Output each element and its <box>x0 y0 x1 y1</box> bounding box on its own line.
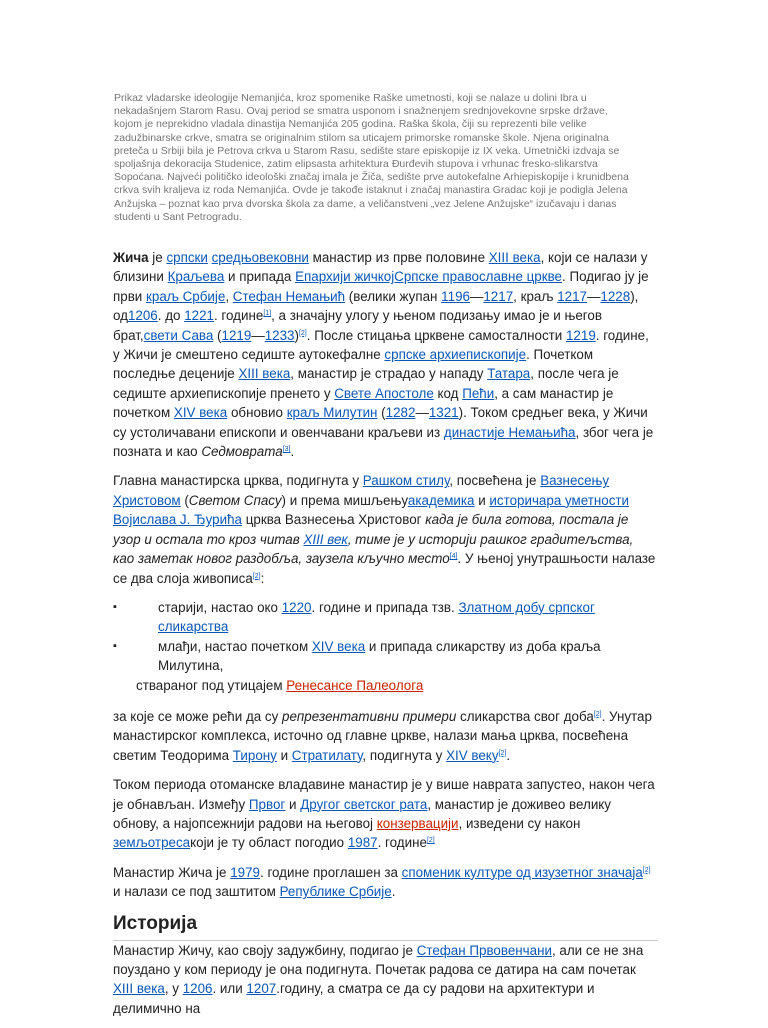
link-1987[interactable]: 1987 <box>347 835 378 851</box>
text: и <box>276 747 292 763</box>
text: , у <box>164 981 183 997</box>
link-1217[interactable]: 1217 <box>557 288 588 304</box>
link-1282[interactable]: 1282 <box>385 405 416 421</box>
text: Главна манастирска црква, подигнута у <box>113 473 363 489</box>
text: ). Током средњег века, у Жичи су устоличавани епископи и овенчавани краљеви из <box>113 405 648 440</box>
link-1233[interactable]: 1233 <box>264 327 295 343</box>
article-body <box>113 248 658 1028</box>
reference-link[interactable]: [2] <box>498 749 507 757</box>
text: . У њеној унутрашњости налазе се два слоја живописа <box>113 551 656 586</box>
text: сликарства свог доба <box>456 708 594 724</box>
text: , тиме је у историји рашког градитељства, као заметак новог раздобља, заузела кључно место <box>113 531 634 567</box>
link-1196[interactable]: 1196 <box>441 288 470 304</box>
link-renesansa-paleologa[interactable]: Ренесансе Палеолога <box>286 677 424 693</box>
link-xiii-veka[interactable]: XIII века <box>488 250 541 265</box>
link-1219[interactable]: 1219 <box>565 327 596 343</box>
link-1206[interactable]: 1206 <box>127 308 158 324</box>
text: . године проглашен за <box>260 864 402 880</box>
section-heading-history: Историја <box>113 912 658 941</box>
text: , а сам манастир је почетком <box>113 385 614 421</box>
text: за које се може рећи да су <box>113 708 283 724</box>
link-kralj-srbije[interactable]: краљ Србије <box>146 288 226 304</box>
text: . године <box>213 308 264 324</box>
text: , изведени су након <box>458 815 581 831</box>
text: , манастир је доживео велику обнову, а најопсежнији радови на његовој <box>113 796 612 831</box>
link-tiron[interactable]: Тирону <box>232 747 277 763</box>
text: . или <box>212 981 247 997</box>
text: , после чега је седиште архиепископије пренето у <box>113 366 619 401</box>
link-republika-srbija[interactable]: Републике Србије <box>279 884 392 900</box>
link-stefan-prvovencani[interactable]: Стефан Првовенчани <box>416 942 552 958</box>
paragraph-examples <box>113 707 658 765</box>
link-eparhija[interactable]: Епархији жичкојСрпске православне цркве <box>295 269 562 285</box>
link-1206[interactable]: 1206 <box>182 981 213 997</box>
text: — <box>587 288 601 304</box>
text: је <box>148 250 167 265</box>
text: ( <box>213 327 222 343</box>
text: , манастир је страдао у нападу <box>290 366 488 382</box>
text: — <box>469 288 484 304</box>
text: и <box>474 492 490 508</box>
text: , подигнута у <box>362 747 447 763</box>
link-arhiepiskopija[interactable]: српске архиепископије <box>384 347 527 363</box>
text: . <box>506 747 511 763</box>
text: и налази се под заштитом <box>113 884 280 900</box>
text: . Почетком последње деценије <box>113 347 594 382</box>
link-tatara[interactable]: Татара <box>487 366 531 382</box>
link-1221[interactable]: 1221 <box>184 308 214 324</box>
link-dinastija-nemanjica[interactable]: династије Немањића <box>443 424 576 440</box>
text: . Подигао ју је први <box>113 269 649 304</box>
text: и припада сликарству из доба краља Милутина, <box>158 638 601 674</box>
text: . <box>391 884 396 900</box>
text: Манастир Жича је <box>113 864 231 880</box>
text: и припада <box>224 269 296 285</box>
reference-link[interactable]: [2] <box>426 837 435 845</box>
text: .годину, а сматра се да су радови на архитектури и делимично на <box>113 981 595 1016</box>
reference-link[interactable]: [2] <box>298 329 307 337</box>
italic-term: Седмоврата <box>201 444 283 460</box>
text: . године и припада тзв. <box>311 599 459 615</box>
text: , али се не зна поуздано у ком периоду је она подигнута. Почетак радова се датира на сам почетак <box>113 942 644 977</box>
reference-link[interactable]: [2] <box>252 572 261 580</box>
paragraph-history <box>113 941 658 1019</box>
link-xiv-veka[interactable]: XIV века <box>173 405 228 421</box>
text: . Унутар манастирског комплекса, источно од главне цркве, налази мања црква, посвећена светим Теодорима <box>113 708 652 763</box>
text: обновио <box>227 405 287 421</box>
reference-link[interactable]: [4] <box>449 553 458 561</box>
article-subject: Жича <box>113 250 149 265</box>
text: — <box>415 405 429 421</box>
link-xiii-veka[interactable]: XIII века <box>113 981 165 997</box>
text: . После стицања црквене самосталности <box>306 327 566 343</box>
link-stratilat[interactable]: Стратилату <box>291 747 363 763</box>
link-vaznesenje[interactable]: Вазнесењу Христовом <box>113 473 610 508</box>
text: ), од <box>113 288 639 324</box>
text: , краљ <box>513 288 558 304</box>
link-akademika[interactable]: академика <box>407 492 475 508</box>
link-djuric[interactable]: Војислава Ј. Ђурића <box>113 512 243 528</box>
link-spomenik-kulture[interactable]: споменик културе од изузетног значаја <box>401 864 643 880</box>
link-svete-apostole[interactable]: Свете Апостоле <box>334 385 434 401</box>
link-1217[interactable]: 1217 <box>483 288 514 304</box>
text: ствараног под утицајем <box>136 677 287 693</box>
link-zlatno-doba[interactable]: Златном добу српског сликарства <box>158 599 595 635</box>
link-1219[interactable]: 1219 <box>221 327 252 343</box>
link-peci[interactable]: Пећи <box>462 385 495 401</box>
text: ) и према мишљењу <box>281 492 408 508</box>
link-kraljevo[interactable]: Краљева <box>167 269 225 285</box>
text: , који се налази у близини <box>113 250 648 285</box>
reference-link[interactable]: [1] <box>263 310 272 318</box>
link-1321[interactable]: 1321 <box>428 405 459 421</box>
italic-term: Светом Спасу <box>188 492 282 508</box>
text: који је ту област погодио <box>190 835 348 851</box>
link-istoricara[interactable]: историчара уметности <box>489 492 630 508</box>
link-raski-stil[interactable]: Рашком стилу <box>362 473 450 489</box>
text: и <box>285 796 301 812</box>
link-xiii-vek[interactable]: XIII век <box>303 531 348 547</box>
text: : <box>260 570 265 586</box>
link-xiv-veka[interactable]: XIV века <box>311 638 366 654</box>
fresco-layers-list <box>113 598 658 695</box>
text: , а значајну улогу у њеном подизању имао је и његов брат, <box>113 308 602 343</box>
text: (велики жупан <box>345 288 442 304</box>
reference-link[interactable]: [3] <box>282 446 291 454</box>
text: млађи, настао почетком <box>158 638 312 654</box>
link-zemljotresa[interactable]: земљотреса <box>113 835 191 851</box>
text: , због чега је позната и као <box>113 424 654 460</box>
text: — <box>251 327 265 343</box>
text: Током периода отоманске владавине манастир је у више наврата запустео, након чега је обнављан. Између <box>113 777 655 812</box>
list-item-continuation <box>136 676 658 695</box>
text: ( <box>180 492 189 508</box>
link-xiv-veku[interactable]: XIV веку <box>446 747 499 763</box>
text: старији, настао око <box>158 599 282 615</box>
link-kralj-milutin[interactable]: краљ Милутин <box>286 405 378 421</box>
link-xiii-veka[interactable]: XIII века <box>238 366 291 382</box>
link-stefan-nemanjic[interactable]: Стефан Немањић <box>232 288 346 304</box>
link-sveti-sava[interactable]: свети Сава <box>143 327 214 343</box>
link-1228[interactable]: 1228 <box>600 288 631 304</box>
link-prvog[interactable]: Првог <box>248 796 286 812</box>
text: . до <box>157 308 185 324</box>
link-srednjovekovni[interactable]: средњовековни <box>211 250 309 265</box>
italic-term: репрезентативни примери <box>282 708 457 724</box>
text: . године, у Жичи је смештено седиште аутокефалне <box>113 327 649 363</box>
link-1979[interactable]: 1979 <box>230 864 260 880</box>
link-konzervaciji[interactable]: конзервацији <box>376 815 459 831</box>
text: када је била готова, постала је узор и остала то кроз читав <box>113 512 629 547</box>
paragraph-main-church <box>113 471 658 587</box>
text: манастир из прве половине <box>308 250 489 265</box>
text: ) <box>294 327 299 343</box>
paragraph-ottoman <box>113 775 658 853</box>
list-item <box>113 598 658 637</box>
text: . <box>290 444 295 460</box>
text: , посвећена је <box>449 473 541 489</box>
list-item <box>113 637 658 695</box>
text: , <box>225 288 233 304</box>
text: ( <box>377 405 386 421</box>
paragraph-monument <box>113 863 658 902</box>
text: . године <box>377 835 427 851</box>
link-1207[interactable]: 1207 <box>246 981 277 997</box>
text: код <box>433 385 463 401</box>
link-1220[interactable]: 1220 <box>281 599 312 615</box>
reference-link[interactable]: [2] <box>642 866 651 874</box>
link-drugog-svetskog-rata[interactable]: Другог светског рата <box>300 796 428 812</box>
reference-link[interactable]: [2] <box>593 710 602 718</box>
intro-paragraph: Prikaz vladarske ideologije Nemanjića, kroz spomenike Raške umetnosti, koji se nalaze u dolini Ibra u nekadašnjem Starom Rasu. Ovaj period se smatra usponom i snažnenjem srednjovekovne srpske države, kojom je neprekidno vladala dinastija Nemanjića 205 godina. Raška škola, čiji su reprezenti bile velike zadužbinarske crkve, smatra se originalnim stilom sa uticajem primorske romanske škole. Njena originalna preteča u Srbiji bila je Petrova crkva u Starom Rasu, sedište stare episkopije iz IX veka. Umetnički izdvaja se spoljašnja dekoracija Studenice, zatim elipsasta arhitektura Đurđevih stupova i vrhunac fresko-slikarstva Sopoćana. Najveći političko ideološki značaj imala je Žiča, sedište prve autokefalne Arhiepiskopije i krunidbena crkva svih kraljeva iz roda Nemanjića. Ovde je takođe istaknut i značaj manastira Gradac koji je podigla Jelena Anžujska – poznat kao prva dvorska škola za dame, a veličanstveni „vez Jelene Anžujske“ izučavaju i danas studenti u Sant Petrogradu. <box>114 92 629 223</box>
text: црква Вазнесења Христовог <box>242 512 426 528</box>
link-srpski[interactable]: српски <box>166 250 208 265</box>
paragraph-intro-zica <box>113 248 658 461</box>
text: Манастир Жичу, као своју задужбину, подигао је <box>113 942 417 958</box>
